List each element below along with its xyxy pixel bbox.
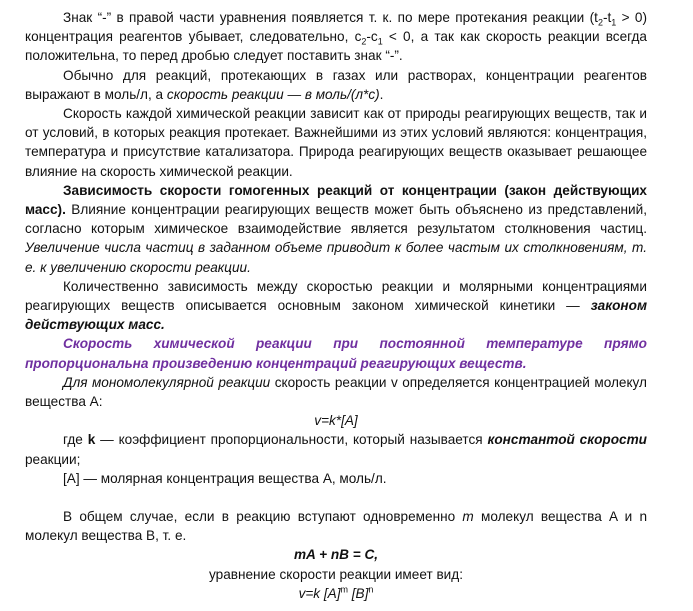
text: > 0) концентрация реагентов убывает, следовательно, c: [25, 10, 647, 45]
text: где: [63, 432, 88, 448]
italic-symbol: m: [462, 509, 474, 525]
text: .: [379, 86, 384, 102]
subscript: 1: [377, 36, 383, 47]
paragraph-general-case: [25, 507, 647, 545]
subscript: 2: [361, 36, 367, 47]
subscript: 2: [597, 17, 603, 28]
formula-reaction: [25, 545, 647, 564]
paragraph-rate-equation-intro: уравнение скорости реакции имеет вид:: [209, 566, 463, 582]
italic-text: Для мономолекулярной реакции: [63, 374, 271, 390]
superscript: n: [368, 584, 374, 595]
text: молекул вещества A и n молекул вещества B, т. е.: [25, 509, 648, 544]
paragraph-molar-concentration: [A] — молярная концентрация вещества A, моль/л.: [63, 470, 387, 486]
text: Знак “-” в правой части уравнения появляется т. к. по мере протекания реакции (t: [63, 10, 598, 25]
paragraph-monomolecular: [25, 373, 647, 411]
paragraph-kinetics-law: [25, 277, 647, 335]
formula-rate-general: [25, 584, 647, 603]
subscript: 1: [611, 17, 617, 28]
text: — коэффициент пропорциональности, который называется: [95, 432, 488, 448]
text: Влияние концентрации реагирующих веществ может быть объяснено из представлений, согласно которым химическое взаимодействие является результатом столкновения частиц.: [25, 202, 647, 237]
formula-text: v=k [A]: [298, 585, 341, 601]
paragraph-factors: Скорость каждой химической реакции зависит как от природы реагирующих веществ, так и от условий, в которых реакция протекает. Важнейшими из этих условий являются: концентрация, температура и присутствие катализатора. Природа реагирующих веществ оказывает решающее влияние на скорость химической реакции.: [25, 106, 647, 179]
formula-text: v=k*[A]: [314, 413, 358, 429]
superscript: m: [340, 584, 348, 595]
bold-symbol: k: [87, 432, 96, 448]
bold-italic-term: законом действующих масс.: [25, 298, 647, 333]
formula-text: [B]: [348, 585, 369, 601]
text: Обычно для реакций, протекающих в газах или растворах, концентрации реагентов выражают в моль/л, а: [25, 67, 647, 102]
paragraph-units: [25, 66, 647, 104]
text: Количественно зависимость между скоростью реакции и молярными концентрациями реагирующих веществ описывается основным законом химической кинетики —: [25, 278, 647, 314]
formula-rate-mono: [25, 411, 647, 430]
text: < 0, а так как скорость реакции всегда положительна, то перед дробью следует поставить знак “-”.: [25, 29, 647, 64]
formula-text: mA + nB = C,: [293, 547, 379, 563]
italic-text: скорость реакции — в моль/(л*с): [166, 86, 380, 102]
text: В общем случае, если в реакцию вступают одновременно: [63, 509, 463, 525]
bold-heading: Зависимость скорости гомогенных реакций от концентрации (закон действующих масс).: [25, 182, 647, 218]
text: -t: [602, 10, 612, 25]
paragraph-sign-explanation: [25, 8, 647, 66]
paragraph-mass-action-intro: [25, 181, 647, 277]
text: -c: [366, 29, 378, 45]
law-statement-highlight: Скорость химической реакции при постоянной температуре прямо пропорциональна произведению концентраций реагирующих веществ.: [25, 336, 647, 371]
bold-italic-term: константой скорости: [487, 432, 647, 448]
paragraph-rate-constant: [25, 430, 647, 468]
italic-text: Увеличение числа частиц в заданном объеме приводит к более частым их столкновениям, т. е. к увеличению скорости реакции.: [25, 240, 647, 275]
blank-line: [25, 488, 647, 507]
text: реакции;: [25, 451, 81, 467]
text: скорость реакции v определяется концентрацией молекул вещества A:: [25, 374, 647, 410]
